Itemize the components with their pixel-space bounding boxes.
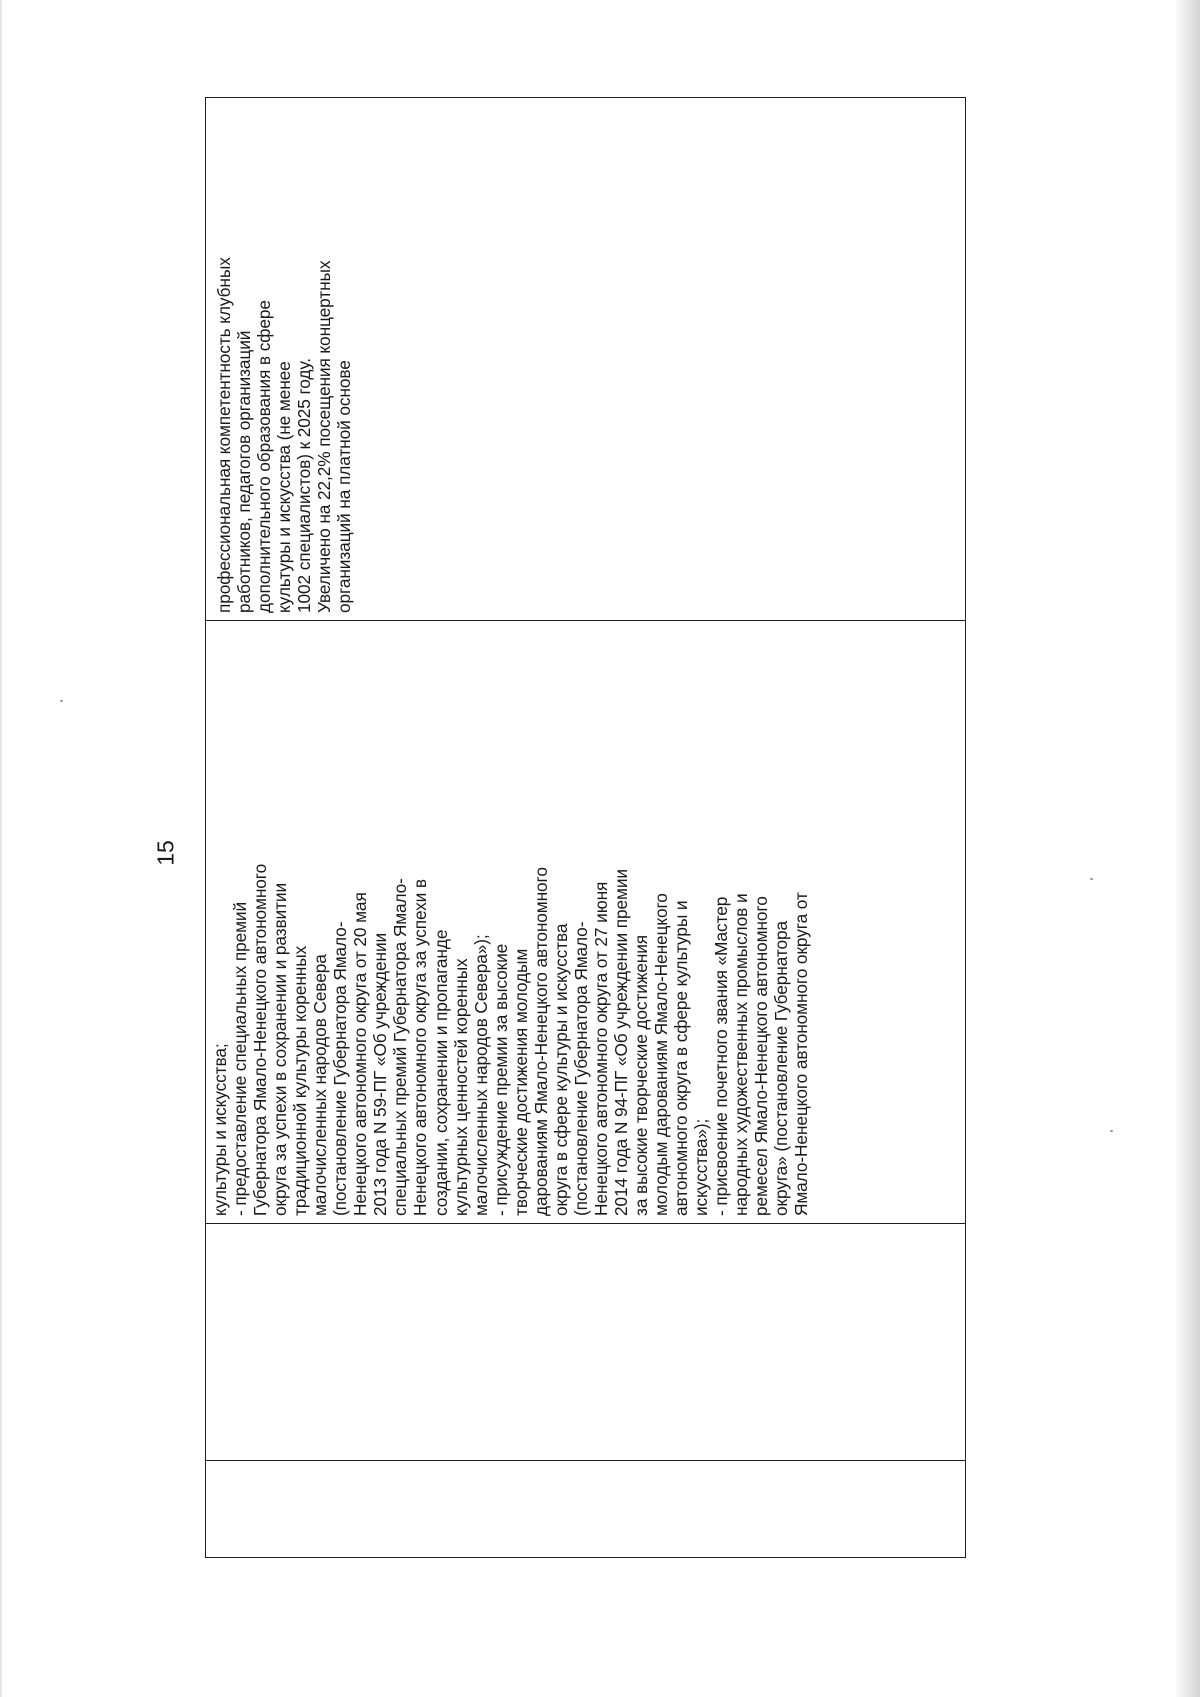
cell-text-line: Ненецкого автономного округа за успехи в bbox=[410, 879, 431, 1216]
cell-text-line: работников, педагогов организаций bbox=[234, 330, 255, 613]
cell-text-line: искусства»); bbox=[691, 1118, 712, 1216]
cell-text-line: ремесел Ямало-Ненецкого автономного bbox=[751, 896, 772, 1216]
table-cell-empty-1 bbox=[206, 1460, 965, 1557]
cell-text-line: Увеличено на 22,2% посещения концертных bbox=[314, 260, 335, 613]
cell-text-line: 2013 года N 59-ПГ «Об учреждении bbox=[370, 932, 391, 1216]
cell-text-line: округа за успехи в сохранении и развитии bbox=[270, 882, 291, 1216]
page-right-edge-shadow bbox=[1174, 0, 1200, 1697]
scan-speck bbox=[60, 700, 63, 702]
cell-text-line: традиционной культуры коренных bbox=[290, 945, 311, 1216]
rotated-table bbox=[205, 97, 966, 1558]
cell-text-line: профессиональная компетентность клубных bbox=[214, 257, 234, 613]
cell-text-line: - присуждение премии за высокие bbox=[490, 943, 511, 1216]
cell-text-line: молодым дарованиям Ямало-Ненецкого bbox=[651, 893, 672, 1216]
scan-speck bbox=[1110, 1130, 1113, 1132]
cell-text-line: - предоставление специальных премий bbox=[230, 901, 251, 1216]
cell-text-line: 2014 года N 94-ПГ «Об учреждении премии bbox=[610, 869, 631, 1216]
cell-text-line: культуры и искусства (не менее bbox=[274, 361, 295, 613]
cell-text-line: Ненецкого автономного округа от 20 мая bbox=[350, 892, 371, 1216]
cell-text-line: дарованиям Ямало-Ненецкого автономного bbox=[530, 867, 551, 1216]
cell-text-line: округа в сфере культуры и искусства bbox=[550, 923, 571, 1216]
table-cell-measures bbox=[206, 620, 965, 1223]
cell-text-line: творческие достижения молодым bbox=[510, 948, 531, 1216]
cell-text-line: за высокие творческие достижения bbox=[630, 934, 651, 1216]
cell-text-line: округа» (постановление Губернатора bbox=[771, 920, 792, 1216]
cell-text-line: Ямало-Ненецкого автономного округа от bbox=[791, 892, 812, 1216]
cell-text-line: автономного округа в сфере культуры и bbox=[671, 900, 692, 1216]
cell-text-line: Губернатора Ямало-Ненецкого автономного bbox=[250, 863, 271, 1216]
cell-text-line: создании, сохранении и пропаганде bbox=[430, 929, 451, 1216]
cell-text-line: дополнительного образования в сфере bbox=[254, 300, 275, 613]
cell-text-line: специальных премий Губернатора Ямало- bbox=[390, 878, 411, 1216]
cell-text-line: культуры и искусства; bbox=[210, 1043, 230, 1216]
page-number: 15 bbox=[152, 840, 179, 866]
cell-text-line: народных художественных промыслов и bbox=[731, 893, 752, 1216]
scan-speck bbox=[1090, 878, 1093, 880]
cell-text-line: культурных ценностей коренных bbox=[450, 958, 471, 1216]
cell-text-line: (постановление Губернатора Ямало- bbox=[330, 921, 351, 1216]
page-left-edge bbox=[0, 0, 2, 1697]
cell-text-line: малочисленных народов Севера bbox=[310, 954, 331, 1216]
cell-text-line: (постановление Губернатора Ямало- bbox=[570, 921, 591, 1216]
cell-text-line: - присвоение почетного звания «Мастер bbox=[711, 896, 732, 1216]
cell-text-line: малочисленных народов Севера»); bbox=[470, 934, 491, 1216]
cell-text-line: Ненецкого автономного округа от 27 июня bbox=[590, 881, 611, 1216]
table-cell-expected-results bbox=[206, 96, 965, 620]
cell-text-line: 1002 специалистов) к 2025 году. bbox=[294, 358, 315, 613]
cell-text-line: организаций на платной основе bbox=[334, 360, 355, 613]
table-cell-empty-2 bbox=[206, 1223, 965, 1460]
